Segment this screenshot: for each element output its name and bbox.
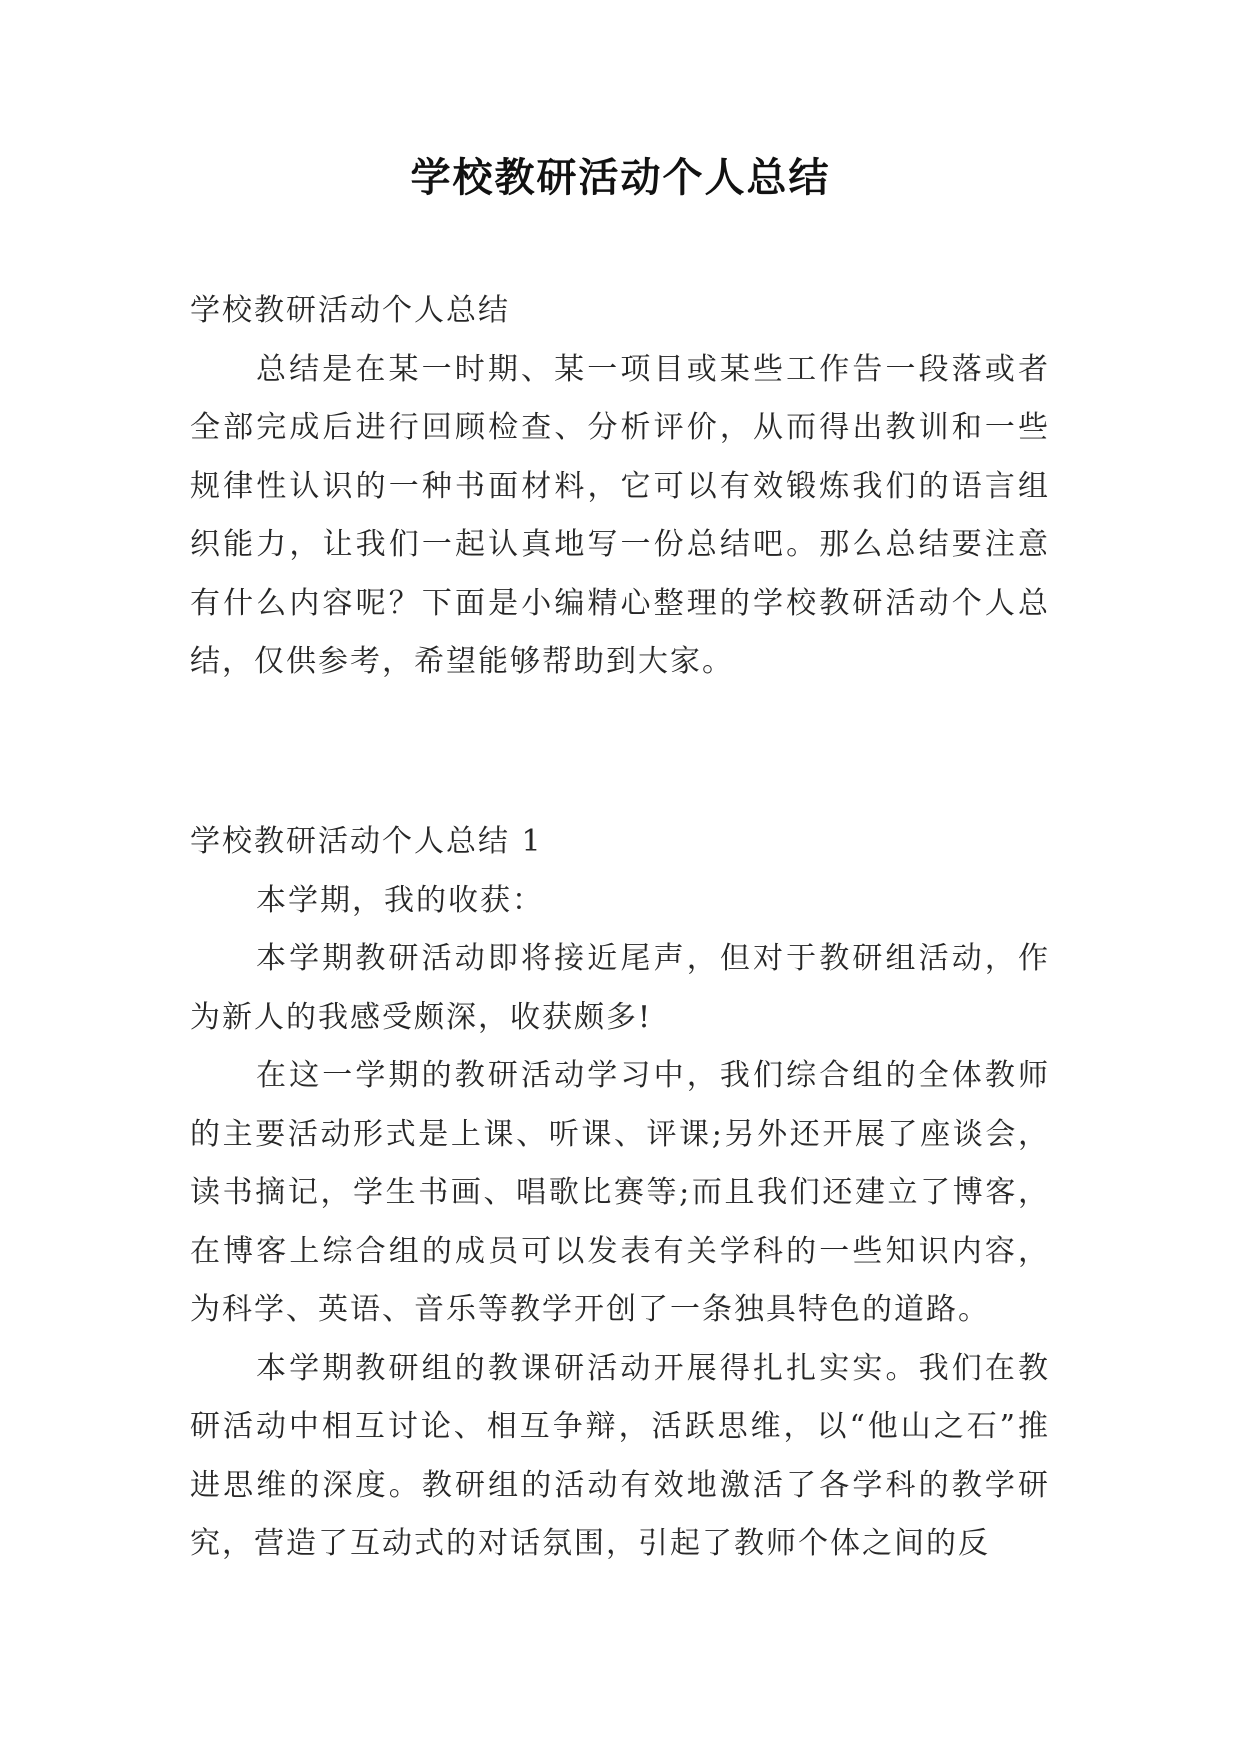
section-1-heading: 学校教研活动个人总结 1 — [190, 824, 543, 859]
document-title: 学校教研活动个人总结 — [410, 155, 831, 201]
section-1-paragraph-4: 本学期教研组的教课研活动开展得扎扎实实。我们在教研活动中相互讨论、相互争辩，活跃思维，以“他山之石”推进思维的深度。教研组的活动有效地激活了各学科的教学研究，营造了互动式的对话氛围，引起了教师个体之间的反 — [190, 1350, 1050, 1561]
intro-paragraph: 总结是在某一时期、某一项目或某些工作告一段落或者全部完成后进行回顾检查、分析评价，从而得出教训和一些规律性认识的一种书面材料，它可以有效锻炼我们的语言组织能力，让我们一起认真地写一份总结吧。那么总结要注意有什么内容呢？下面是小编精心整理的学校教研活动个人总结，仅供参考，希望能够帮助到大家。 — [190, 351, 1050, 679]
section-1-paragraph-2: 本学期教研活动即将接近尾声，但对于教研组活动，作为新人的我感受颇深，收获颇多! — [190, 941, 1050, 1035]
intro-heading: 学校教研活动个人总结 — [190, 293, 510, 328]
intro-section — [190, 282, 1050, 692]
section-1-paragraph-3: 在这一学期的教研活动学习中，我们综合组的全体教师的主要活动形式是上课、听课、评课;另外还开展了座谈会，读书摘记，学生书画、唱歌比赛等;而且我们还建立了博客，在博客上综合组的成员可以发表有关学科的一些知识内容，为科学、英语、音乐等教学开创了一条独具特色的道路。 — [190, 1058, 1050, 1327]
section-1-paragraph-1: 本学期，我的收获： — [256, 882, 544, 918]
summary-section-1 — [190, 813, 1050, 1574]
